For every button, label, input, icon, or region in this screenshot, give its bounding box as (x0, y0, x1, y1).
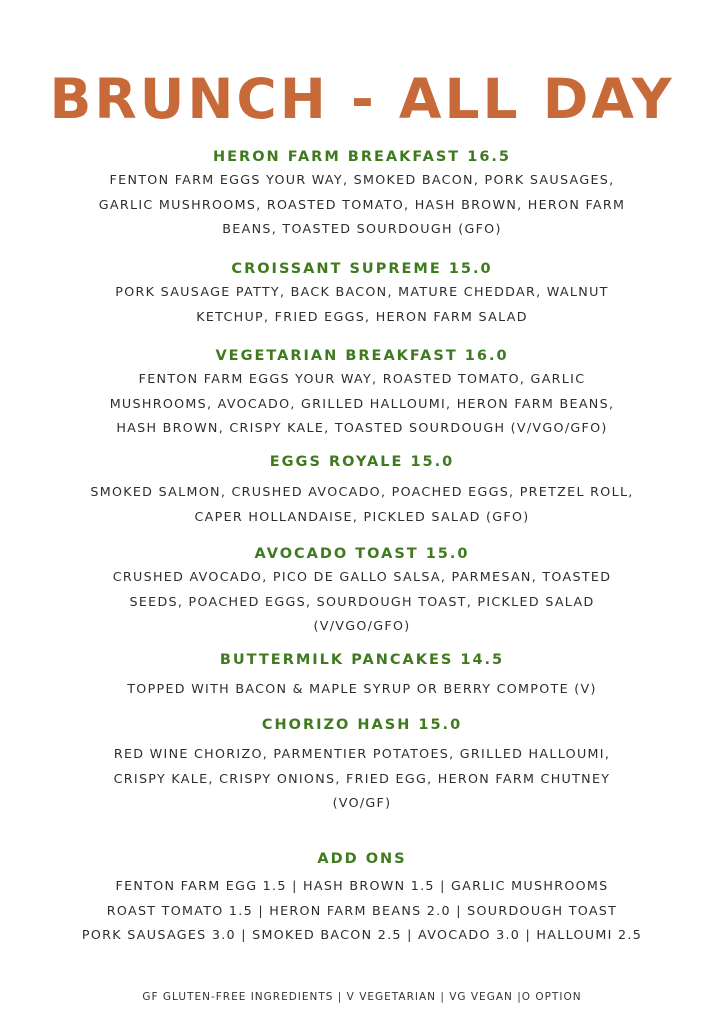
item-heading: BUTTERMILK PANCAKES 14.5 (219, 652, 505, 668)
item-description-line: KETCHUP, FRIED EGGS, HERON FARM SALAD (196, 308, 528, 324)
item-description-line: GARLIC MUSHROOMS, ROASTED TOMATO, HASH BROWN, HERON FARM (98, 196, 626, 212)
item-description-line: SEEDS, POACHED EGGS, SOURDOUGH TOAST, PICKLED SALAD (129, 593, 595, 609)
item-description-line: (VO/GF) (332, 795, 392, 810)
menu-item-avocado-toast (30, 543, 694, 639)
item-description-line: SMOKED SALMON, CRUSHED AVOCADO, POACHED EGGS, PRETZEL ROLL, (90, 484, 634, 499)
item-description-line: CAPER HOLLANDAISE, PICKLED SALAD (GFO) (194, 508, 530, 524)
dietary-key-footer: GF GLUTEN-FREE INGREDIENTS | V VEGETARIAN | VG VEGAN |O OPTION (142, 991, 582, 1003)
item-description-line: RED WINE CHORIZO, PARMENTIER POTATOES, GRILLED HALLOUMI, (113, 746, 611, 761)
menu-title: BRUNCH - ALL DAY (49, 67, 675, 131)
add-ons-line: FENTON FARM EGG 1.5 | HASH BROWN 1.5 | GARLIC MUSHROOMS (115, 878, 609, 893)
item-description-line: PORK SAUSAGE PATTY, BACK BACON, MATURE CHEDDAR, WALNUT (115, 284, 609, 299)
item-heading: CROISSANT SUPREME 15.0 (231, 261, 493, 277)
menu-item-croissant-supreme (30, 258, 694, 329)
add-ons-line: ROAST TOMATO 1.5 | HERON FARM BEANS 2.0 | SOURDOUGH TOAST (106, 902, 618, 918)
menu-item-eggs-royale (30, 451, 694, 529)
item-description-line: MUSHROOMS, AVOCADO, GRILLED HALLOUMI, HERON FARM BEANS, (109, 395, 615, 411)
item-description-line: BEANS, TOASTED SOURDOUGH (GFO) (222, 221, 502, 236)
add-ons-line: PORK SAUSAGES 3.0 | SMOKED BACON 2.5 | AVOCADO 3.0 | HALLOUMI 2.5 (81, 927, 643, 942)
add-ons-section (30, 848, 694, 948)
add-ons-heading: ADD ONS (317, 851, 407, 867)
item-heading: VEGETARIAN BREAKFAST 16.0 (215, 348, 509, 364)
item-heading: EGGS ROYALE 15.0 (269, 454, 455, 470)
menu-item-buttermilk-pancakes (30, 649, 694, 702)
item-description-line: (V/VGO/GFO) (313, 618, 411, 633)
item-heading: AVOCADO TOAST 15.0 (254, 546, 470, 562)
menu-item-heron-farm-breakfast (30, 146, 694, 242)
menu-item-chorizo-hash (30, 714, 694, 816)
item-description-line: TOPPED WITH BACON & MAPLE SYRUP OR BERRY COMPOTE (V) (127, 681, 597, 696)
item-description-line: HASH BROWN, CRISPY KALE, TOASTED SOURDOUGH (V/VGO/GFO) (116, 420, 608, 435)
item-description-line: FENTON FARM EGGS YOUR WAY, ROASTED TOMATO, GARLIC (138, 371, 586, 386)
item-description-line: CRUSHED AVOCADO, PICO DE GALLO SALSA, PARMESAN, TOASTED (112, 569, 612, 584)
item-description-line: FENTON FARM EGGS YOUR WAY, SMOKED BACON, PORK SAUSAGES, (109, 172, 615, 187)
item-heading: CHORIZO HASH 15.0 (261, 717, 463, 733)
item-description-line: CRISPY KALE, CRISPY ONIONS, FRIED EGG, HERON FARM CHUTNEY (113, 770, 611, 786)
item-heading: HERON FARM BREAKFAST 16.5 (212, 149, 512, 165)
menu-item-vegetarian-breakfast (30, 345, 694, 441)
